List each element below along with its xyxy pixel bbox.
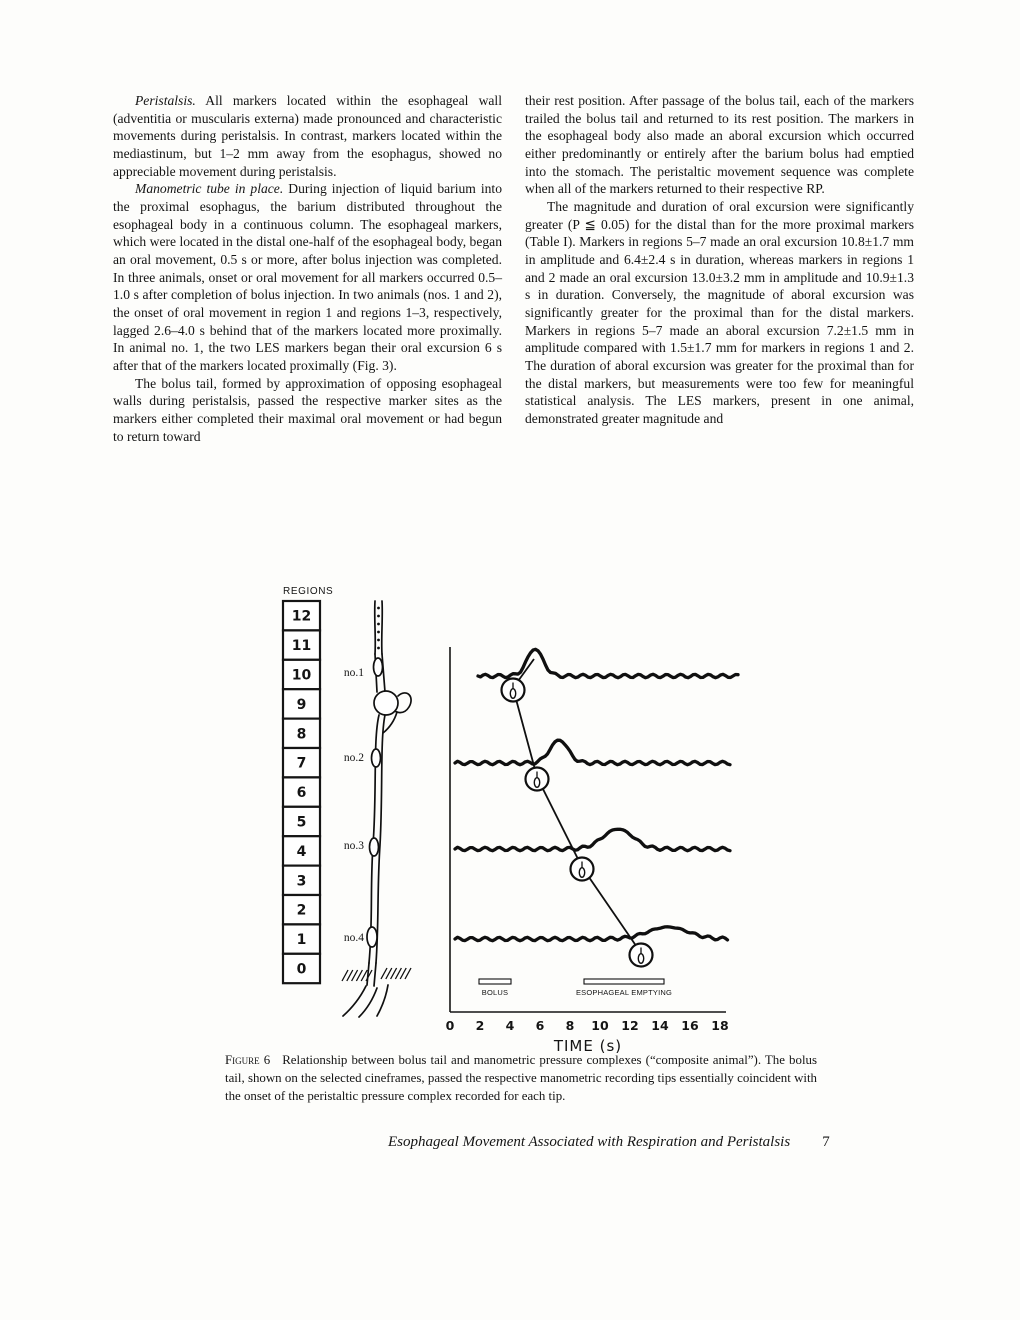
- region-number: 6: [296, 785, 307, 802]
- paragraph-lead: Peristalsis.: [135, 93, 196, 108]
- bolus-interval-label: BOLUS: [481, 988, 509, 997]
- region-number: 10: [291, 667, 312, 684]
- page-footer: [388, 1134, 830, 1151]
- esophagus-outline: [343, 986, 366, 1016]
- cineframe-bolus: [579, 868, 584, 878]
- running-title: Esophageal Movement Associated with Respiration and Peristalsis: [388, 1134, 791, 1150]
- esophagus-outline: [382, 601, 383, 654]
- cineframe-bolus: [534, 778, 539, 788]
- region-number: 11: [291, 638, 312, 655]
- bolus-tail-bulge: [374, 658, 383, 676]
- paragraph-text: All markers located within the esophageal wall (adventitia or muscularis externa) made pronounced and characteristic movements during peristalsis. In contrast, markers located within the mediastinum, but 1–2 mm away from the esophagus, showed no appreciable movement during peristalsis.: [113, 93, 502, 179]
- pressure-trace-2: [455, 740, 730, 765]
- esophagus-outline: [374, 963, 376, 986]
- time-tick-label: 8: [565, 1018, 575, 1033]
- time-tick-label: 12: [621, 1018, 639, 1033]
- figure-caption: [225, 1052, 817, 1105]
- pressure-trace-3: [455, 829, 730, 850]
- bolus-tail-line: [513, 659, 641, 953]
- catheter-dot: [377, 647, 380, 650]
- region-number: 2: [296, 902, 307, 919]
- paragraph-text: During injection of liquid barium into the proximal esophagus, the barium distributed throughout the esophageal body in a continuous column. The esophageal markers, which were located in the distal one-half of the esophageal body, began an oral movement, 0.5 s or more, after bolus injection was completed. In three animals, onset or oral movement for all markers occurred 0.5–1.0 s after completion of bolus injection. In two animals (nos. 1 and 2), the onset of oral movement in region 1 and regions 1–3, respectively, lagged 2.6–4.0 s behind that of the markers located more proximally. In animal no. 1, the two LES markers began their oral excursion 6 s after that of the markers located proximally (Fig. 3).: [113, 181, 502, 374]
- esophagus-outline: [367, 963, 369, 985]
- catheter-dot: [377, 615, 380, 618]
- time-tick-label: 2: [475, 1018, 485, 1033]
- region-number: 5: [296, 814, 307, 831]
- esophagus-outline: [375, 601, 376, 654]
- cineframe-label: no.2: [343, 752, 364, 764]
- region-number: 3: [296, 873, 307, 890]
- time-axis-title: TIME (s): [553, 1037, 623, 1055]
- catheter-dot: [377, 631, 380, 634]
- figure-caption-text: Relationship between bolus tail and manometric pressure complexes (“composite animal”). The bolus tail, shown on the selected cineframes, passed the respective manometric recording tips essentially coincident with the onset of the peristaltic pressure complex recorded for each tip.: [225, 1053, 817, 1103]
- emptying-interval-label: ESOPHAGEAL EMPTYING: [575, 988, 673, 997]
- paragraph-lead: Manometric tube in place.: [135, 181, 284, 197]
- time-tick-label: 14: [651, 1018, 669, 1033]
- region-number: 7: [296, 755, 307, 772]
- catheter-dot: [377, 639, 380, 642]
- region-number: 12: [291, 608, 312, 625]
- paragraph-text: The bolus tail, formed by approximation of opposing esophageal walls during peristalsis, passed the respective marker sites as the markers either completed their maximal oral movement or had begun to return toward: [113, 375, 502, 444]
- bolus-frame-no1: [374, 691, 398, 715]
- regions-heading: REGIONS: [283, 586, 334, 597]
- page-number: 7: [822, 1134, 830, 1150]
- paragraph-text: their rest position. After passage of the bolus tail, each of the markers trailed the bolus tail and returned to its rest position. The markers in the esophageal body also made an aboral excursion which occurred either predominantly or entirely after the barium bolus had emptied into the stomach. The peristaltic movement sequence was complete when all of the markers returned to their respective RP.: [525, 93, 914, 197]
- pressure-trace-1: [478, 649, 738, 677]
- time-tick-label: 6: [535, 1018, 545, 1033]
- paragraph-text: The magnitude and duration of oral excursion were significantly greater (P ≦ 0.05) for the distal than for the more proximal markers (Table I). Markers in regions 5–7 made an oral excursion 10.8±1.7 mm in amplitude and 6.4±2.4 s in duration, whereas markers in regions 1 and 2 made an oral excursion 13.0±3.2 mm in amplitude and 10.9±1.3 s in duration. Conversely, the magnitude of aboral excursion was significantly greater for the proximal than for the distal markers. Markers in regions 5–7 made an aboral excursion 7.2±1.5 mm in amplitude compared with 1.5±1.7 mm for markers in regions 1 and 2. The duration of aboral excursion was greater for the proximal than for the distal markers, but measurements were too few for meaningful statistical analysis. The LES markers, present in one animal, demonstrated greater magnitude and: [525, 199, 914, 427]
- region-number: 1: [296, 932, 307, 949]
- catheter-dot: [377, 607, 380, 610]
- region-number: 8: [296, 726, 307, 743]
- cineframe-label: no.1: [343, 667, 364, 679]
- esophagus-outline: [377, 985, 388, 1016]
- time-tick-label: 10: [591, 1018, 609, 1033]
- bolus-tail-bulge: [370, 838, 379, 856]
- region-number: 0: [296, 961, 307, 978]
- cineframe-label: no.4: [343, 932, 364, 944]
- region-number: 9: [296, 696, 307, 713]
- bolus-tail-bulge: [372, 749, 381, 767]
- cineframe-label: no.3: [343, 840, 364, 852]
- catheter-dot: [377, 623, 380, 626]
- time-tick-label: 4: [505, 1018, 515, 1033]
- bolus-interval-bracket: [479, 979, 511, 984]
- time-tick-label: 0: [445, 1018, 455, 1033]
- pressure-trace-4: [455, 927, 728, 941]
- figure-caption-label: Figure 6: [225, 1053, 271, 1067]
- esophagus-outline: [382, 654, 385, 692]
- emptying-interval-bracket: [584, 979, 664, 984]
- cineframe-bolus: [510, 689, 515, 699]
- region-number: 4: [296, 843, 307, 860]
- time-tick-label: 16: [681, 1018, 699, 1033]
- bolus-tail-bulge: [367, 927, 377, 947]
- time-tick-label: 18: [711, 1018, 729, 1033]
- cineframe-bolus: [638, 954, 643, 964]
